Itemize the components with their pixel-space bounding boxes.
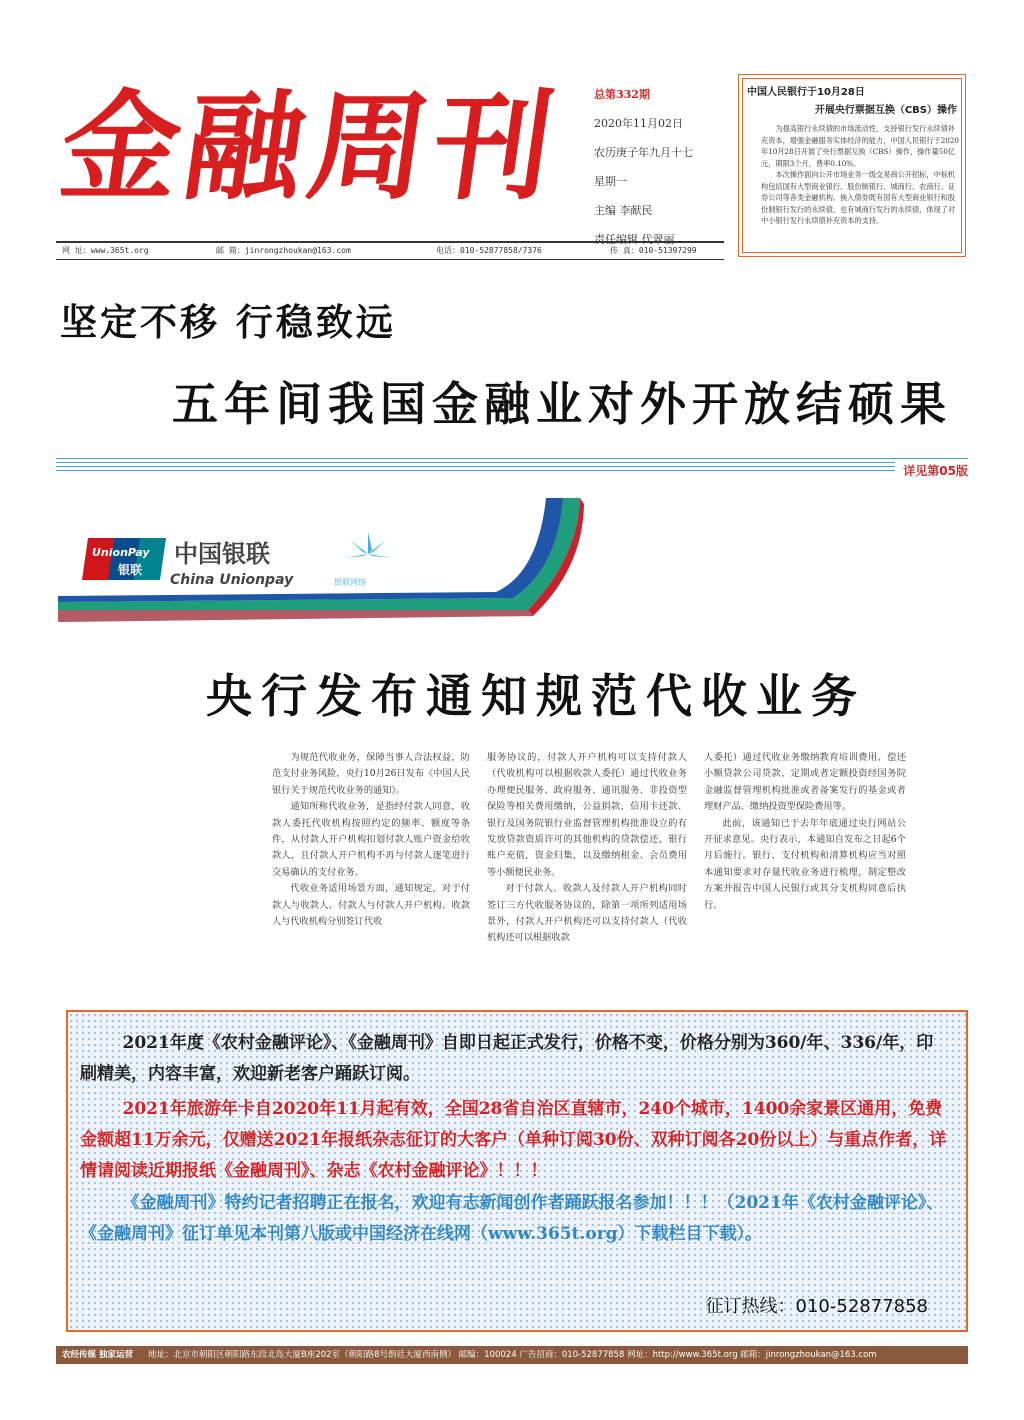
article-column-3	[704, 750, 906, 914]
lunar-date: 农历庚子年九月十七	[594, 146, 693, 159]
brand-cn-label: 中国银联	[174, 540, 270, 568]
responsible-editor: 责任编辑 代翠丽	[594, 233, 675, 246]
fax-number: 传 真：010-51397299	[610, 246, 697, 255]
article-headline: 央行发布通知规范代收业务	[206, 669, 866, 723]
footer-bar	[56, 1346, 968, 1364]
article-column-1	[272, 750, 470, 930]
masthead-title: 金融周刊	[52, 77, 568, 216]
article-paragraph: 代收业务适用场景方面，通知规定，对于付款人与收款人、付款人与付款人开户机构、收款人与代收机构分别签订代收	[272, 883, 470, 928]
article-paragraph: 对于付款人、收款人及付款人开户机构同时签订三方代收服务协议的，除第一项所列适用场景外，付款人开户机构还可以支持付款人（代收机构还可以根据收款	[487, 883, 687, 944]
weekday: 星期一	[594, 175, 627, 188]
issue-info	[594, 80, 724, 254]
subscription-hotline: 征订热线：010-52877858	[705, 1296, 928, 1317]
email-link[interactable]: 邮 箱：jinrongzhoukan@163.com	[216, 246, 351, 255]
article-paragraph: 为规范代收业务，保障当事人合法权益，防范支付业务风险，央行10月26日发布《中国人民银行关于规范代收业务的通知》。	[272, 752, 470, 796]
sidebar-heading-line2: 开展央行票据互换（CBS）操作	[814, 105, 957, 116]
network-label: 银联网络	[334, 578, 366, 587]
notice-travel-card: 2021年旅游年卡自2020年11月起有效，全国28省自治区直辖市，240个城市，1400余家景区通用，免费金额超11万余元，仅赠送2021年报纸杂志征订的大客户（单种订阅30份、双种订阅各20份以上）与重点作者，详情请阅读近期报纸《金融周刊》、杂志《农村金融评论》！！！	[80, 1099, 947, 1181]
article-paragraph: 此前，该通知已于去年年底通过央行网站公开征求意见。央行表示，本通知自发布之日起6个月后施行。银行、支付机构和清算机构应当对照本通知要求对存量代收业务进行梳理，制定整改方案并报告中国人民银行或其分支机构同意后执行。	[704, 817, 906, 911]
swoosh-gray	[58, 610, 533, 622]
unionpay-banner	[58, 498, 584, 622]
notice-subscription: 2021年度《农村金融评论》、《金融周刊》自即日起正式发行，价格不变，价格分别为360/年、336/年，印刷精美，内容丰富，欢迎新老客户踊跃订阅。	[80, 1033, 934, 1084]
sidebar-body	[761, 123, 959, 227]
network-star-icon	[344, 532, 392, 574]
issue-number: 总第332期	[594, 88, 650, 101]
unionpay-cn-label: 银联	[118, 563, 143, 577]
sidebar-frame	[742, 78, 962, 253]
article-paragraph: 通知所称代收业务，是指经付款人同意，收款人委托代收机构按照约定的频率、额度等条件，从付款人开户机构扣划付款人账户资金给收款人，且付款人开户机构不再与付款人逐笔进行交易确认的支付业务。	[272, 801, 470, 878]
sidebar-paragraph: 本次操作面向公开市场业务一级交易商公开招标，中标机构包括国有大型商业银行、股份制银行、城商行、农商行、证券公司等各类金融机构。换入债券既有国有大型商业银行和股份制银行发行的永续债，也有城商行发行的永续债，体现了对中小银行发行永续债补充资本的支持。	[761, 170, 956, 225]
website-link[interactable]: 网 址：www.365t.org	[62, 246, 149, 255]
contact-bar	[56, 241, 724, 260]
sidebar-news-box	[738, 74, 966, 257]
subscription-notice	[66, 1010, 968, 1332]
main-headline: 五年间我国金融业对外开放结硕果	[172, 377, 952, 431]
article-paragraph: 人委托）通过代收业务缴纳教育培训费用、偿还小额贷款公司贷款、定期或者定额投资经国务院金融监督管理机构批准或者备案发行的基金或者理财产品、缴纳投资型保险费用等。	[704, 752, 906, 813]
article-paragraph: 服务协议的，付款人开户机构可以支持付款人（代收机构可以根据收款人委托）通过代收业务办理便民服务、政府服务、通讯服务、非投资型保险等相关费用缴纳，公益捐款，信用卡还款、银行及国务院银行业监督管理机构批准设立的有发放贷款资质许可的其他机构的贷款偿还，银行账户充值，资金归集，以及缴纳租金、会员费用等小额便民业务。	[487, 752, 687, 878]
kicker-headline: 坚定不移 行稳致远	[60, 301, 396, 344]
sidebar-paragraph: 为提高银行永续债的市场流动性，支持银行发行永续债补充资本，增强金融服务实体经济的能力，中国人民银行于2020年10月28日开展了央行票据互换（CBS）操作，操作量50亿元，期限3个月，费率0.10%。	[761, 124, 959, 168]
phone-number: 电话：010-52877858/7376	[436, 246, 542, 255]
unionpay-en-label: UnionPay	[92, 546, 150, 559]
notice-recruitment: 《金融周刊》特约记者招聘正在报名，欢迎有志新闻创作者踊跃报名参加！！！（2021年《农村金融评论》、《金融周刊》征订单见本刊第八版或中国经济在线网（www.365t.org）下载栏目下载）。	[80, 1193, 944, 1244]
chief-editor: 主编 李献民	[594, 204, 653, 217]
article-column-2	[487, 750, 687, 947]
rule-lines	[56, 458, 968, 476]
unionpay-logo-icon	[82, 538, 166, 580]
see-page-link[interactable]: 详见第05版	[895, 462, 968, 479]
footer-slogan: 农经传媒 独家运营	[62, 1350, 133, 1360]
footer-address: 地址：北京市朝阳区朝阳路东段北岛大厦B座202室（朝阳路8号朗廷大厦西南侧） 邮编：100024 广告招商：010-52877858 网址：http://www.365t.org 邮箱：jinrongzhoukan@163.com	[148, 1350, 877, 1360]
sidebar-heading-line1: 中国人民银行于10月28日	[747, 87, 865, 98]
issue-date: 2020年11月02日	[594, 117, 683, 130]
brand-en-label: China Unionpay	[170, 572, 294, 588]
